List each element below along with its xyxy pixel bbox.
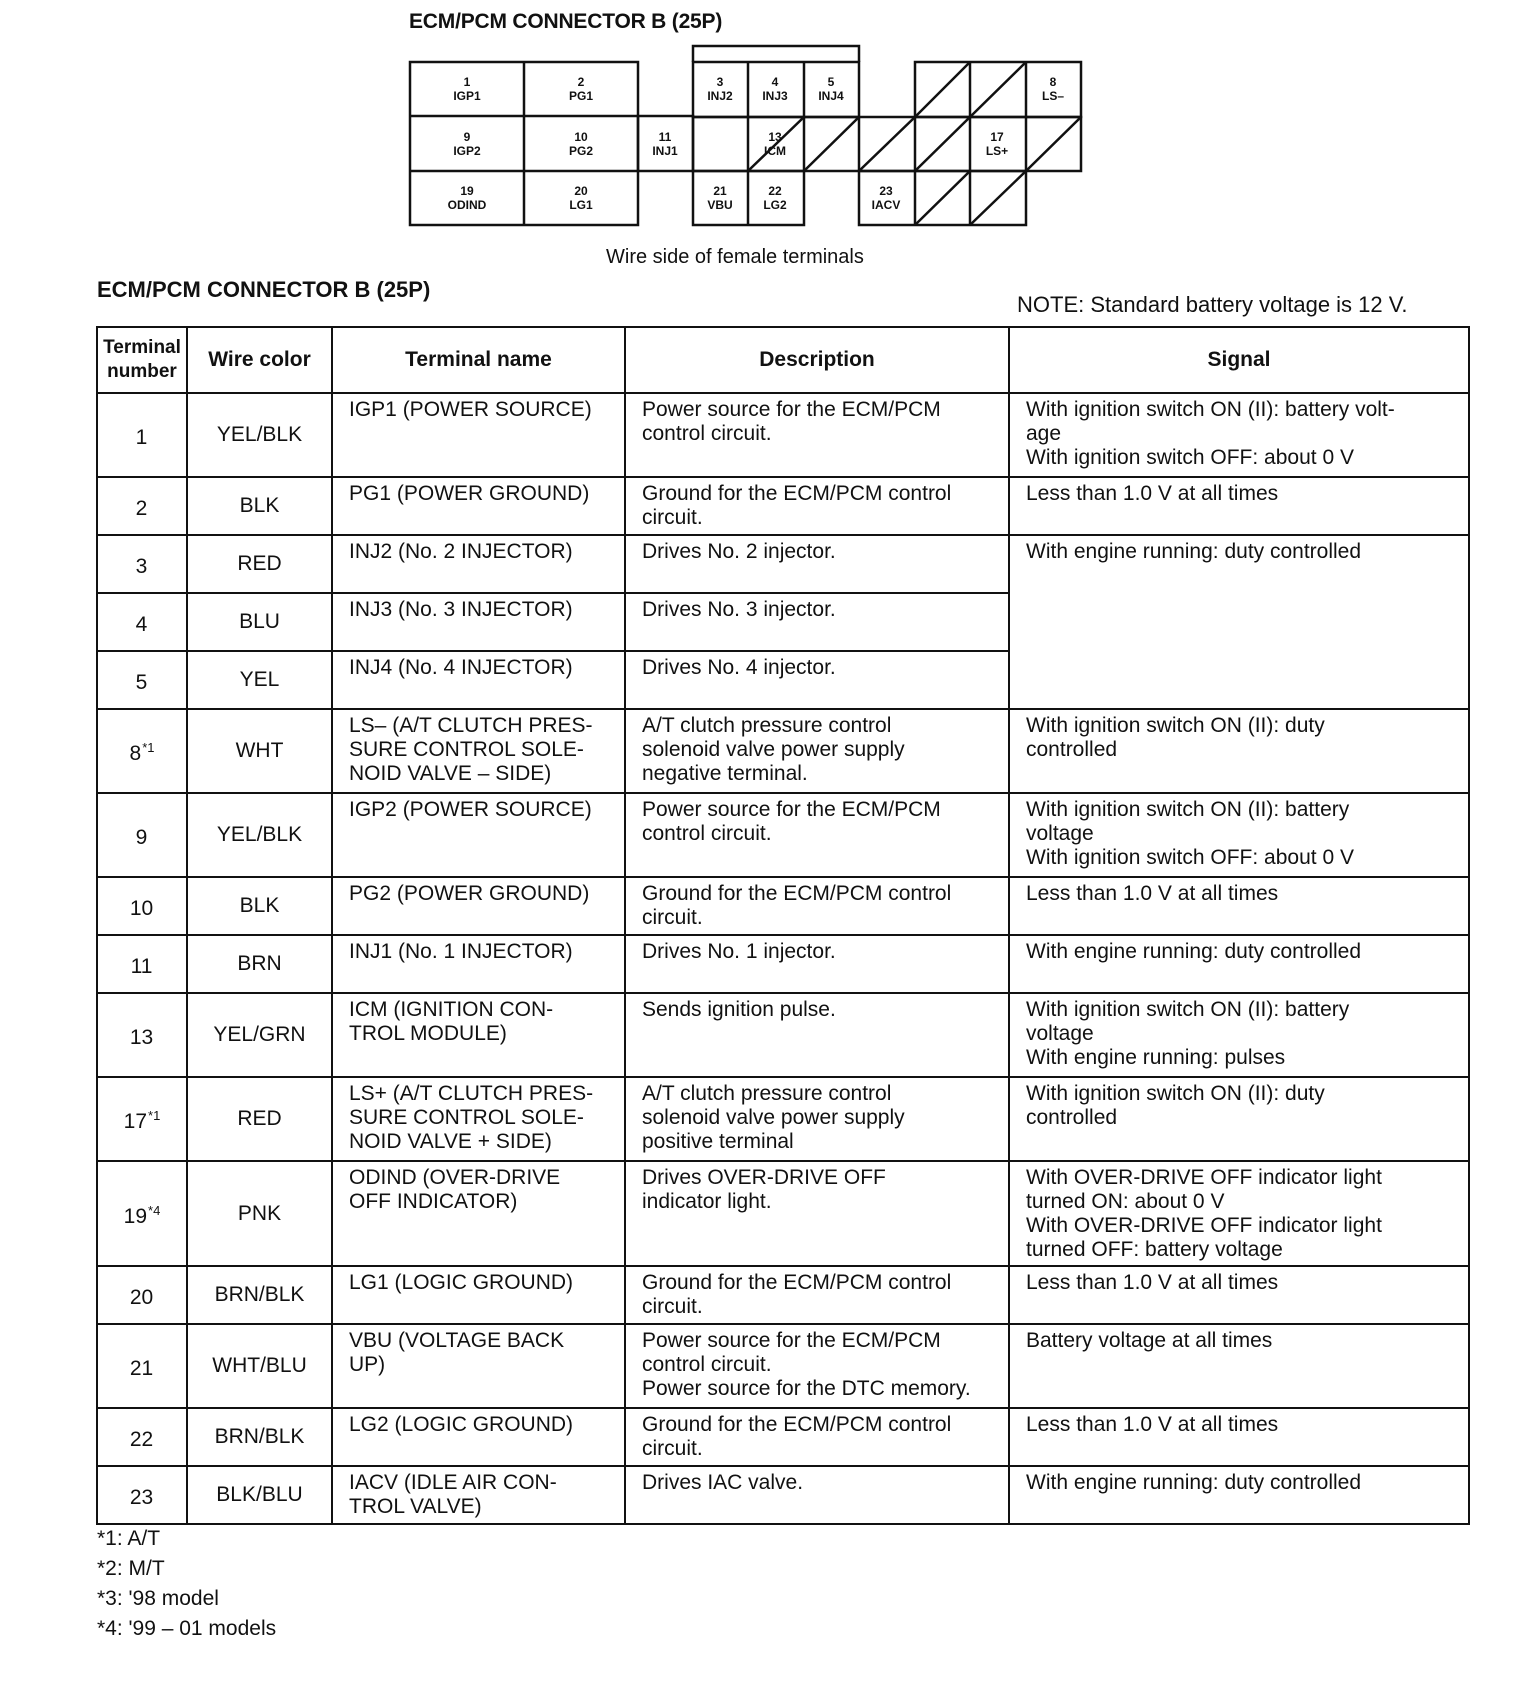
header-wire-color: Wire color [187,327,332,393]
footnote: *1: A/T [97,1527,161,1550]
signal: With ignition switch ON (II): battery volt- age With ignition switch OFF: about 0 V [1009,393,1469,477]
table-row [97,1408,1469,1466]
signal: Less than 1.0 V at all times [1009,1408,1469,1466]
connector-pin: 13 ICM [764,130,786,158]
terminal-name: IACV (IDLE AIR CON- TROL VALVE) [332,1466,625,1524]
description: Sends ignition pulse. [625,993,1009,1077]
connector-pin: 1 IGP1 [453,75,481,103]
signal: With ignition switch ON (II): battery voltage With ignition switch OFF: about 0 V [1009,793,1469,877]
table-row [97,793,1469,877]
table-row [97,709,1469,793]
connector-pin: 9 IGP2 [453,130,481,158]
connector-pin: 23 IACV [871,184,901,212]
terminal-name: IGP2 (POWER SOURCE) [332,793,625,877]
terminal-name: PG1 (POWER GROUND) [332,477,625,535]
description: A/T clutch pressure control solenoid valve power supply positive terminal [625,1077,1009,1161]
terminal-name: INJ4 (No. 4 INJECTOR) [332,651,625,709]
connector-pin: 20 LG1 [569,184,593,212]
table-row [97,477,1469,535]
description: Drives No. 3 injector. [625,593,1009,651]
terminal-name: PG2 (POWER GROUND) [332,877,625,935]
description: Drives IAC valve. [625,1466,1009,1524]
connector-pin: 4 INJ3 [762,75,788,103]
terminal-name: VBU (VOLTAGE BACK UP) [332,1324,625,1408]
terminal-name: LS– (A/T CLUTCH PRES- SURE CONTROL SOLE- NOID VALVE – SIDE) [332,709,625,793]
connector-pin: 3 INJ2 [707,75,733,103]
description: Ground for the ECM/PCM control circuit. [625,1266,1009,1324]
connector-pin: 11 INJ1 [652,130,678,158]
terminal-name: INJ3 (No. 3 INJECTOR) [332,593,625,651]
wire-color: YEL [187,651,332,709]
terminal-number: 13 [97,993,187,1077]
terminal-number: 9 [97,793,187,877]
wire-color: BRN/BLK [187,1408,332,1466]
description: Ground for the ECM/PCM control circuit. [625,477,1009,535]
terminal-number: 17$^{*1}$ [97,1077,187,1161]
signal: With ignition switch ON (II): battery voltage With engine running: pulses [1009,993,1469,1077]
description: Ground for the ECM/PCM control circuit. [625,877,1009,935]
terminal-number: 10 [97,877,187,935]
connector-pin: 2 PG1 [568,75,593,103]
description: Drives No. 2 injector. [625,535,1009,593]
voltage-note: NOTE: Standard battery voltage is 12 V. [1017,292,1408,317]
signal: With engine running: duty controlled [1009,1466,1469,1524]
terminal-number: 20 [97,1266,187,1324]
table-row [97,1466,1469,1524]
table-row [97,393,1469,477]
terminal-name: LS+ (A/T CLUTCH PRES- SURE CONTROL SOLE- NOID VALVE + SIDE) [332,1077,625,1161]
signal: Less than 1.0 V at all times [1009,477,1469,535]
terminal-table [96,326,1470,1525]
terminal-number: 22 [97,1408,187,1466]
wire-color: BLU [187,593,332,651]
description: Ground for the ECM/PCM control circuit. [625,1408,1009,1466]
terminal-name: ODIND (OVER-DRIVE OFF INDICATOR) [332,1161,625,1266]
signal: With ignition switch ON (II): duty controlled [1009,1077,1469,1161]
footnote: *3: '98 model [97,1587,219,1610]
description: Drives No. 4 injector. [625,651,1009,709]
wire-color: YEL/BLK [187,793,332,877]
description: A/T clutch pressure control solenoid valve power supply negative terminal. [625,709,1009,793]
header-signal: Signal [1009,327,1469,393]
table-header-row [97,327,1469,393]
terminal-name: INJ1 (No. 1 INJECTOR) [332,935,625,993]
signal: With ignition switch ON (II): duty controlled [1009,709,1469,793]
signal: Less than 1.0 V at all times [1009,877,1469,935]
signal: With engine running: duty controlled [1009,535,1469,709]
signal: With engine running: duty controlled [1009,935,1469,993]
diagram-caption: Wire side of female terminals [606,246,864,268]
wire-color: YEL/BLK [187,393,332,477]
signal: With OVER-DRIVE OFF indicator light turned ON: about 0 V With OVER-DRIVE OFF indicator light turned OFF: battery voltage [1009,1161,1469,1266]
wire-color: WHT [187,709,332,793]
terminal-name: INJ2 (No. 2 INJECTOR) [332,535,625,593]
table-row [97,1161,1469,1266]
terminal-number: 19$^{*4}$ [97,1161,187,1266]
description: Drives No. 1 injector. [625,935,1009,993]
footnote: *2: M/T [97,1557,165,1580]
connector-pin: 19 ODIND [447,184,487,212]
wire-color: BRN [187,935,332,993]
terminal-number: 11 [97,935,187,993]
header-terminal-number: Terminal number [97,327,187,393]
terminal-name: LG2 (LOGIC GROUND) [332,1408,625,1466]
wire-color: YEL/GRN [187,993,332,1077]
terminal-number: 4 [97,593,187,651]
terminal-number: 23 [97,1466,187,1524]
wire-color: PNK [187,1161,332,1266]
signal: Less than 1.0 V at all times [1009,1266,1469,1324]
table-row [97,1324,1469,1408]
terminal-number: 21 [97,1324,187,1408]
table-row [97,993,1469,1077]
connector-diagram [0,0,1520,240]
terminal-number: 1 [97,393,187,477]
description: Power source for the ECM/PCM control circuit. Power source for the DTC memory. [625,1324,1009,1408]
wire-color: BRN/BLK [187,1266,332,1324]
terminal-number: 8$^{*1}$ [97,709,187,793]
table-title: ECM/PCM CONNECTOR B (25P) [97,277,431,302]
description: Power source for the ECM/PCM control circuit. [625,793,1009,877]
header-description: Description [625,327,1009,393]
wire-color: RED [187,535,332,593]
terminal-number: 3 [97,535,187,593]
table-row [97,535,1469,593]
wire-color: BLK [187,877,332,935]
terminal-name: LG1 (LOGIC GROUND) [332,1266,625,1324]
table-row [97,1077,1469,1161]
signal: Battery voltage at all times [1009,1324,1469,1408]
footnote: *4: '99 – 01 models [97,1617,277,1640]
wire-color: BLK/BLU [187,1466,332,1524]
wire-color: BLK [187,477,332,535]
connector-pin: 10 PG2 [568,130,593,158]
table-row [97,935,1469,993]
terminal-name: ICM (IGNITION CON- TROL MODULE) [332,993,625,1077]
wire-color: WHT/BLU [187,1324,332,1408]
footnotes [97,1524,276,1644]
connector-pin: 8 LS– [1041,75,1064,103]
connector-pin: 5 INJ4 [818,75,844,103]
table-row [97,1266,1469,1324]
wire-color: RED [187,1077,332,1161]
terminal-number: 5 [97,651,187,709]
description: Power source for the ECM/PCM control circuit. [625,393,1009,477]
connector-pin: 17 LS+ [985,130,1009,158]
connector-pin: 22 LG2 [763,184,787,212]
terminal-name: IGP1 (POWER SOURCE) [332,393,625,477]
header-terminal-name: Terminal name [332,327,625,393]
connector-diagram-title: ECM/PCM CONNECTOR B (25P) [409,10,723,33]
description: Drives OVER-DRIVE OFF indicator light. [625,1161,1009,1266]
table-row [97,877,1469,935]
connector-pin: 21 VBU [707,184,733,212]
terminal-number: 2 [97,477,187,535]
